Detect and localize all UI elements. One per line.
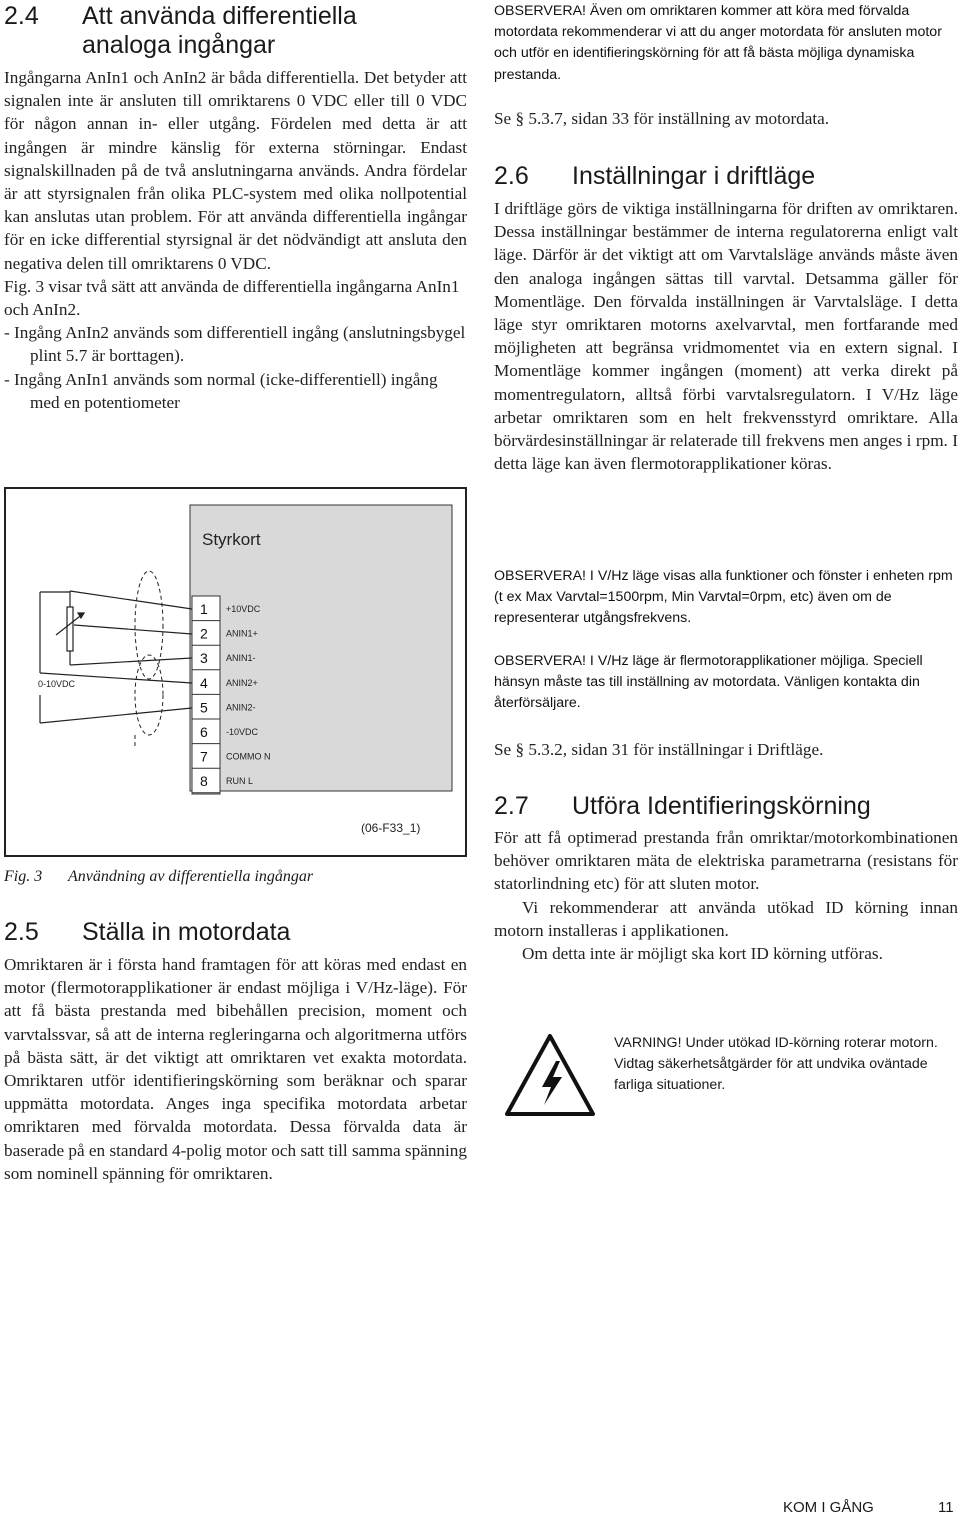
source-label: 0-10VDC — [38, 679, 76, 689]
section-sign: § — [515, 109, 525, 128]
terminal-number: 8 — [200, 773, 208, 790]
source-wires — [40, 592, 192, 723]
section-title-line2: analoga ingångar — [82, 31, 276, 59]
section-number: 2.4 — [4, 2, 39, 30]
terminal-number: 2 — [200, 625, 208, 642]
list-item: - Ingång AnIn1 används som normal (icke-differentiell) ingång med en potentiometer — [4, 369, 438, 412]
terminal-label: ANIN2- — [226, 702, 256, 713]
terminal-label: ANIN1+ — [226, 628, 258, 639]
section-number: 2.5 — [4, 918, 39, 946]
list-item: - Ingång AnIn2 används som differentiell ingång (anslutningsbygel plint 5.7 är borttagen). — [4, 323, 466, 366]
section-title: Inställningar i driftläge — [572, 162, 816, 190]
section-number: 2.7 — [494, 792, 529, 820]
paragraph: För att få optimerad prestanda från omriktar/motorkombinationen behöver omriktaren mäta de elektriska parametrarna (resistans för statorlindning etc) för att sluten motor. — [494, 828, 958, 894]
potentiometer-symbol — [56, 591, 192, 665]
high-voltage-warning-icon — [504, 1033, 596, 1117]
section-2-7-body — [494, 826, 958, 965]
paragraph: Om detta inte är möjligt ska kort ID körning utföras. — [522, 944, 883, 964]
note-observera-1 — [494, 1, 958, 86]
ref-text: 5.3.7, sidan 33 för inställning av motordata. — [528, 109, 830, 128]
section-2-5-body — [4, 953, 467, 1185]
paragraph: I driftläge görs de viktiga inställningarna för driften av omriktaren. Dessa inställningar bestämmer de interna regulatorerna enligt valt läge. Därför är det viktigt att om Varvtalsläge används måste även den analoga ingången sättas till varvtal. Detsamma gäller för Momentläge. Den förvalda inställningen är Varvtalsläge. I detta läge styr omriktaren motorns axelvarvtal, men fortfarande med möjligheten att begränsa vridmomentet via en extern signal. I Momentläge kommer ingången (moment) att verka direkt på momentregulatorn, alltså förbi varvtalsregulatorn. I V/Hz läge arbetar omriktaren som en helt frekvensstyrd omriktare. Alla börvärdesinställningar är relaterade till frekvens men anges i rpm. I detta läge kan även flermotorapplikationer köras. — [494, 199, 958, 474]
wiring-diagram — [4, 487, 467, 857]
terminal-label: ANIN1- — [226, 653, 256, 664]
section-2-5-heading — [4, 918, 467, 947]
figure-number: Fig. 3 — [4, 868, 43, 885]
cross-reference-1 — [494, 107, 958, 130]
terminal-number: 4 — [200, 674, 208, 691]
terminal-label: RUN L — [226, 776, 254, 787]
note-text: OBSERVERA! Även om omriktaren kommer att köra med förvalda motordata rekommenderar vi att du anger motordata för ansluten motor och utför en identifieringskörning för att få bästa möjliga dynamiska prestanda. — [494, 3, 942, 83]
terminal-number: 1 — [200, 601, 208, 617]
terminal-label: COMMO N — [226, 751, 271, 762]
ref-text: 5.3.2, sidan 31 för inställningar i Driftläge. — [528, 740, 824, 759]
page-number: 11 — [938, 1499, 954, 1516]
terminal-number: 3 — [200, 650, 208, 667]
section-2-7-heading — [494, 792, 958, 821]
terminal-label: -10VDC — [226, 727, 259, 737]
terminal-number: 7 — [200, 748, 208, 765]
section-title: Utföra Identifieringskörning — [572, 792, 871, 820]
cross-reference-2 — [494, 738, 958, 761]
section-2-6-heading — [494, 162, 958, 191]
terminal-number: 5 — [200, 699, 208, 716]
section-title-line1: Att använda differentiella — [82, 2, 357, 30]
warning-text: VARNING! Under utökad ID-körning roterar motorn. Vidtag säkerhetsåtgärder för att undvika oväntade farliga situationer. — [614, 1035, 938, 1093]
ref-prefix: Se — [494, 109, 512, 128]
section-sign: § — [515, 740, 525, 759]
section-title: Ställa in motordata — [82, 918, 291, 946]
board-label: Styrkort — [202, 530, 261, 549]
paragraph: Ingångarna AnIn1 och AnIn2 är båda differentiella. Det betyder att signalen inte är ansluten till omriktarens 0 VDC eller till 0 VDC för någon annan in- eller utgång. Fördelen med detta är att ingången är mindre känslig för externa störningar. Endast signalskillnaden på de två anslutningarna används. Andra fördelar är att styrsignalen från olika PLC-system med olika nollpotential kan anslutas utan problem. För att använda differentiella ingångar för en icke differential styrsignal är det nödvändigt att ansluta den negativa delen till omriktarens 0 VDC. — [4, 68, 467, 273]
terminal-number: 6 — [200, 724, 208, 740]
section-2-4-heading — [4, 2, 467, 60]
note-observera-2 — [494, 566, 958, 630]
terminal-label: ANIN2+ — [226, 677, 258, 688]
section-number: 2.6 — [494, 162, 529, 190]
section-2-6-body — [494, 197, 958, 475]
figure-reference: (06-F33_1) — [361, 821, 421, 835]
figure-caption-text: Användning av differentiella ingångar — [68, 868, 314, 885]
paragraph: Omriktaren är i första hand framtagen för att köras med endast en motor (flermotorapplikationer är endast möjliga i V/Hz-läge). För att få bästa prestanda med bibehållen precision, moment och varvtalssvar, så att de interna regleringarna och algoritmerna utförs på bästa sätt, är det viktigt att omriktaren vet exakta motordata. Omriktaren utför identifieringskörning som beräknar och sparar uppmätta motordata. Anges inga specifika motordata arbetar omriktaren med förvalda motordata. Dessa förvalda data är baserade på en standard 4-polig motor och satt till samma spänning som nominell spänning för omriktaren. — [4, 955, 467, 1183]
footer-section: KOM I GÅNG — [783, 1499, 874, 1516]
terminal-label: +10VDC — [226, 604, 261, 614]
paragraph: Vi rekommenderar att använda utökad ID körning innan motorn installeras i applikationen. — [494, 897, 958, 940]
note-observera-3 — [494, 651, 958, 715]
paragraph: Fig. 3 visar två sätt att använda de differentiella ingångarna AnIn1 och AnIn2. — [4, 276, 460, 320]
note-text: OBSERVERA! I V/Hz läge visas alla funktioner och fönster i enheten rpm (t ex Max Varvtal=1500rpm, Min Varvtal=0rpm, etc) även om de representerar utgångsfrekvens. — [494, 568, 953, 627]
section-2-4-body — [4, 66, 467, 414]
ref-prefix: Se — [494, 740, 512, 759]
figure-caption — [4, 868, 314, 886]
note-text: OBSERVERA! I V/Hz läge är flermotorapplikationer möjliga. Speciell hänsyn måste tas till inställning av motordata. Vänligen kontakta din återförsäljare. — [494, 653, 923, 712]
